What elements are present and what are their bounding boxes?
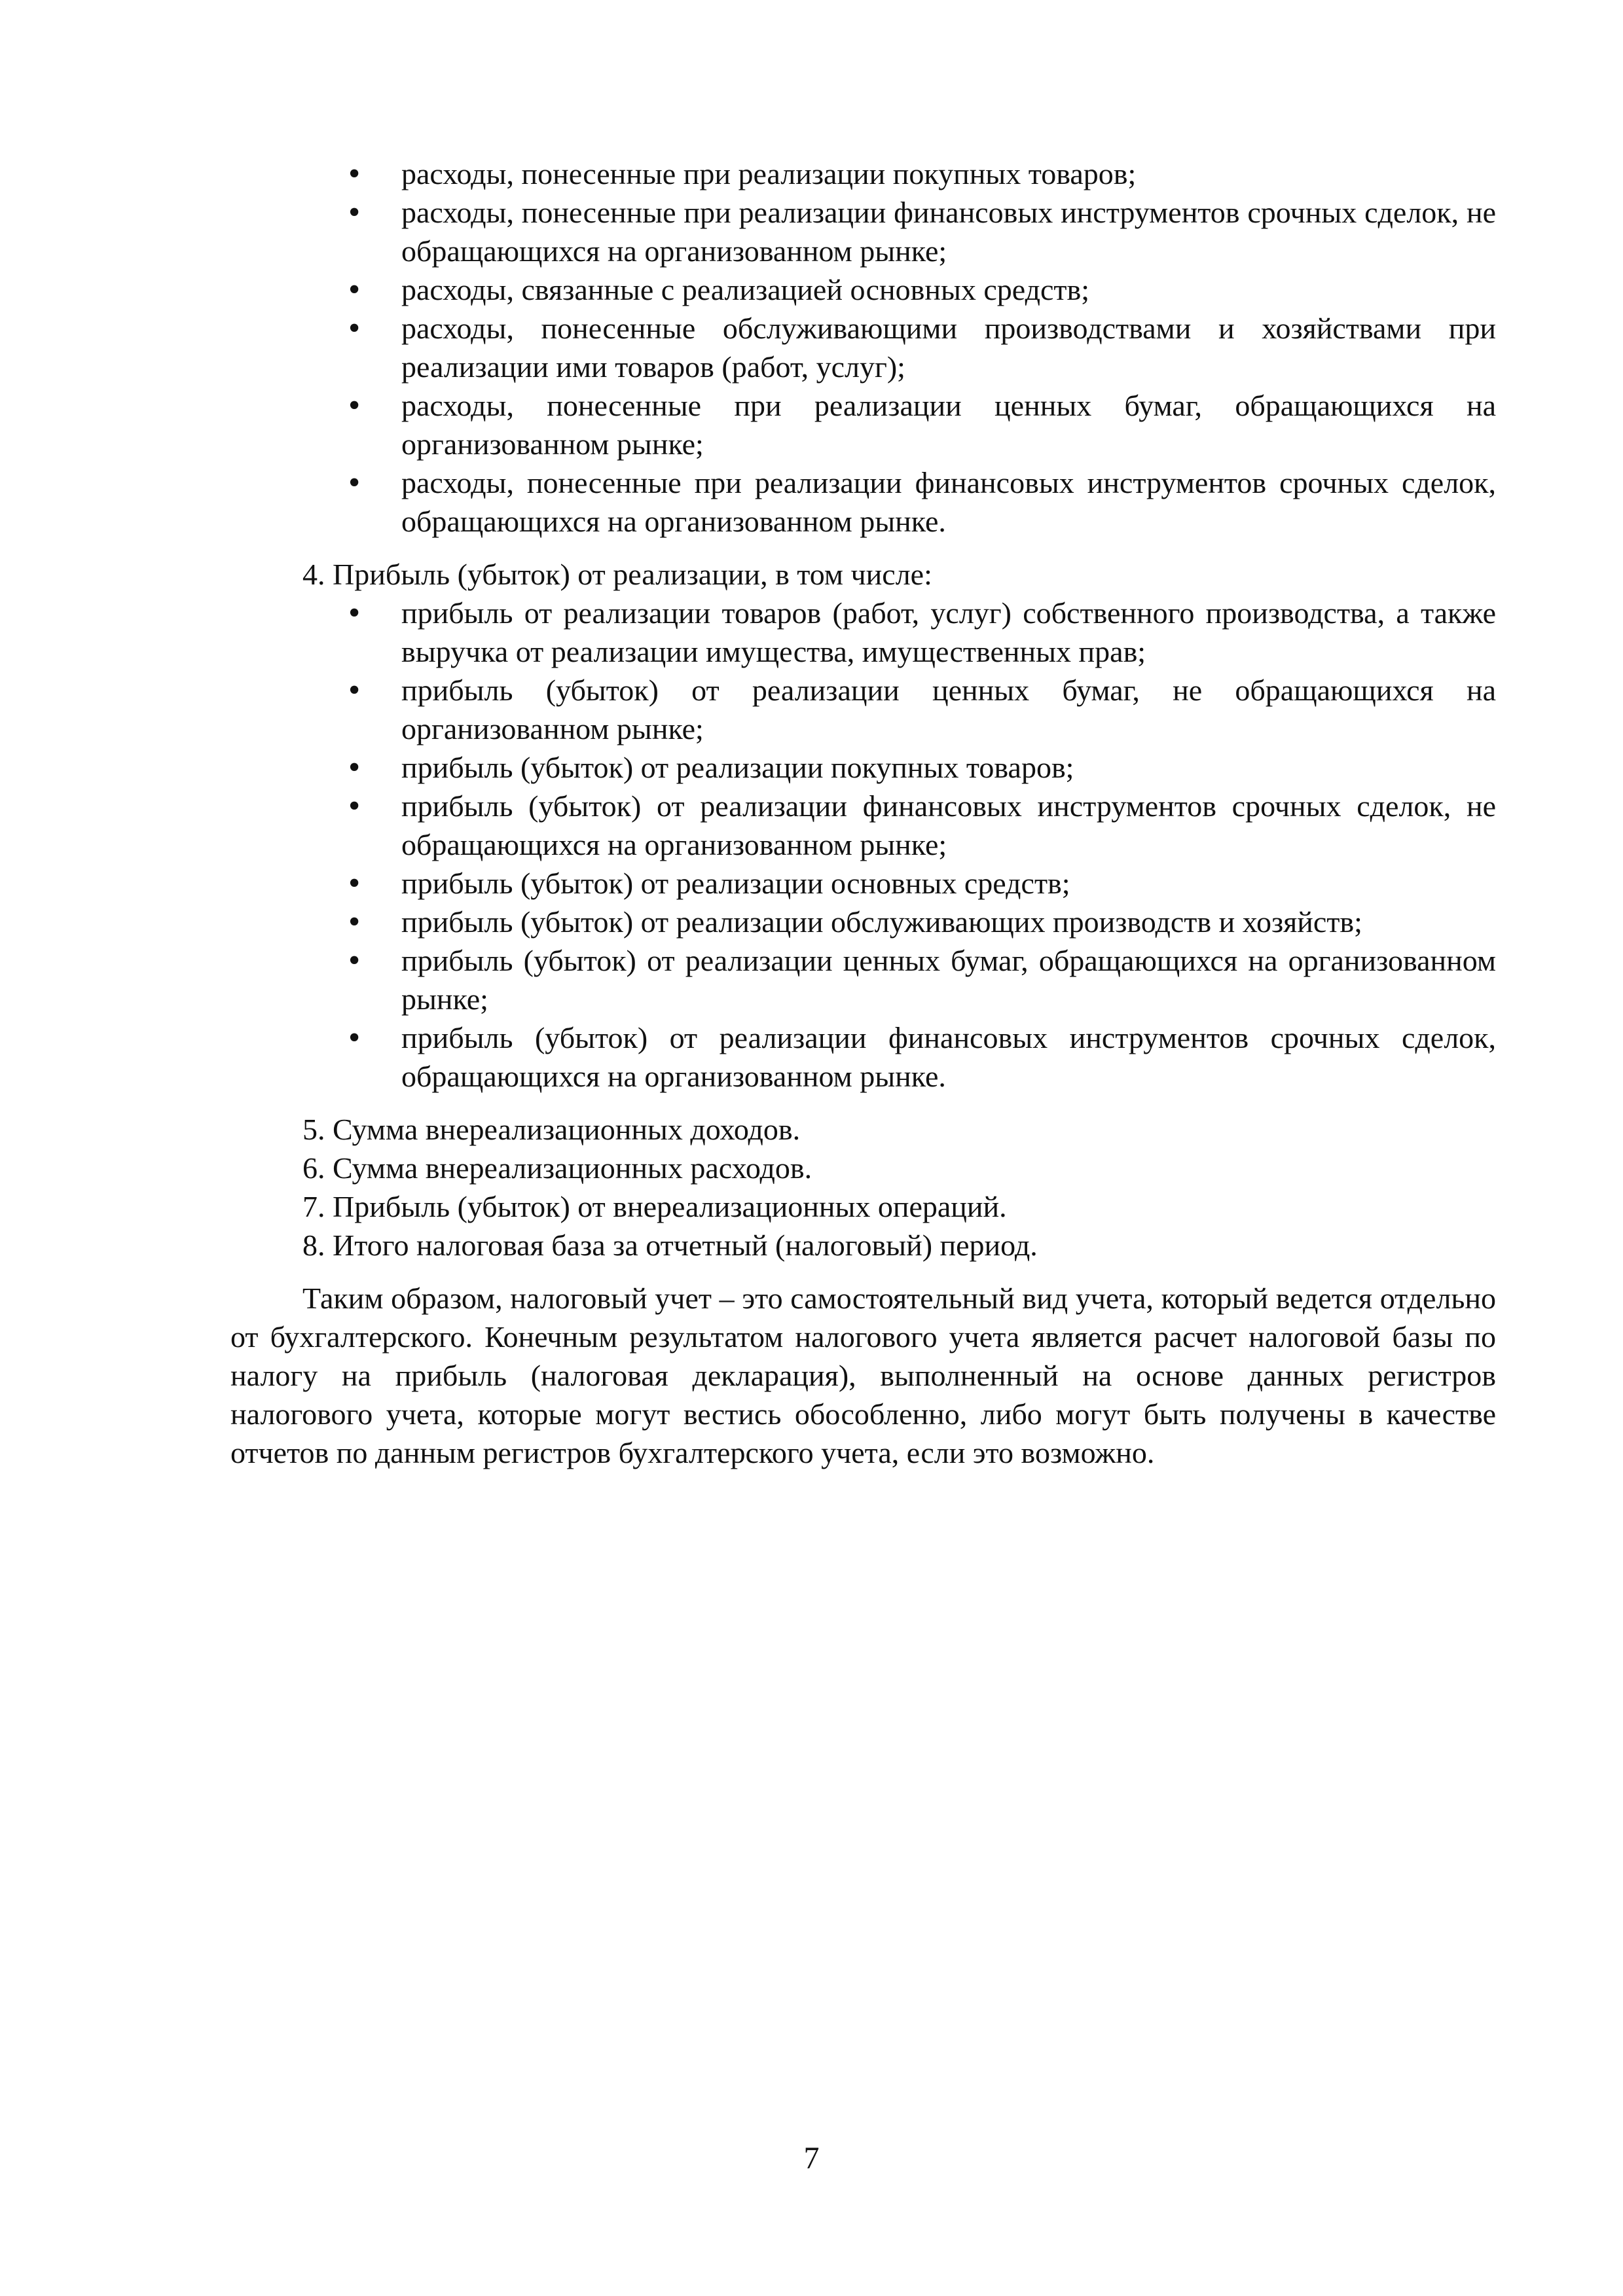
list-item: • прибыль (убыток) от реализации покупных товаров; (230, 748, 1496, 787)
page-content (230, 154, 1496, 1502)
list-item: • прибыль (убыток) от реализации обслуживающих производств и хозяйств; (230, 903, 1496, 941)
list-item: • прибыль от реализации товаров (работ, услуг) собственного производства, а также выручка от реализации имущества, имущественных прав; (230, 594, 1496, 671)
section-heading: 4. Прибыль (убыток) от реализации, в том числе: (302, 558, 932, 591)
profit-list (230, 594, 1496, 1096)
page-number: 7 (803, 2141, 820, 2176)
list-item: • расходы, связанные с реализацией основных средств; (230, 270, 1496, 309)
list-item: • расходы, понесенные при реализации финансовых инструментов срочных сделок, не обращающихся на организованном рынке; (230, 193, 1496, 270)
numbered-item: 6. Сумма внереализационных расходов. (302, 1151, 812, 1185)
list-item: • прибыль (убыток) от реализации ценных бумаг, не обращающихся на организованном рынке; (230, 671, 1496, 748)
expenses-list (230, 154, 1496, 541)
list-item: • расходы, понесенные обслуживающими производствами и хозяйствами при реализации ими товаров (работ, услуг); (230, 309, 1496, 386)
numbered-item: 8. Итого налоговая база за отчетный (налоговый) период. (302, 1229, 1038, 1262)
list-item: • прибыль (убыток) от реализации ценных бумаг, обращающихся на организованном рынке; (230, 941, 1496, 1018)
list-item: • прибыль (убыток) от реализации основных средств; (230, 864, 1496, 903)
numbered-item: 5. Сумма внереализационных доходов. (302, 1113, 801, 1146)
conclusion-paragraph: Таким образом, налоговый учет – это самостоятельный вид учета, который ведется отдельно от бухгалтерского. Конечным результатом налогового учета является расчет налоговой базы по налогу на прибыль (налоговая декларация), выполненный на основе данных регистров налогового учета, которые могут вестись обособленно, либо могут быть получены в качестве отчетов по данным регистров бухгалтерского учета, если это возможно. (230, 1282, 1496, 1469)
list-item: • расходы, понесенные при реализации финансовых инструментов срочных сделок, обращающихся на организованном рынке. (230, 463, 1496, 541)
list-item: • расходы, понесенные при реализации покупных товаров; (230, 154, 1496, 193)
list-item: • расходы, понесенные при реализации ценных бумаг, обращающихся на организованном рынке; (230, 386, 1496, 463)
numbered-item: 7. Прибыль (убыток) от внереализационных операций. (302, 1190, 1007, 1223)
list-item: • прибыль (убыток) от реализации финансовых инструментов срочных сделок, обращающихся на организованном рынке. (230, 1018, 1496, 1096)
list-item: • прибыль (убыток) от реализации финансовых инструментов срочных сделок, не обращающихся на организованном рынке; (230, 787, 1496, 864)
